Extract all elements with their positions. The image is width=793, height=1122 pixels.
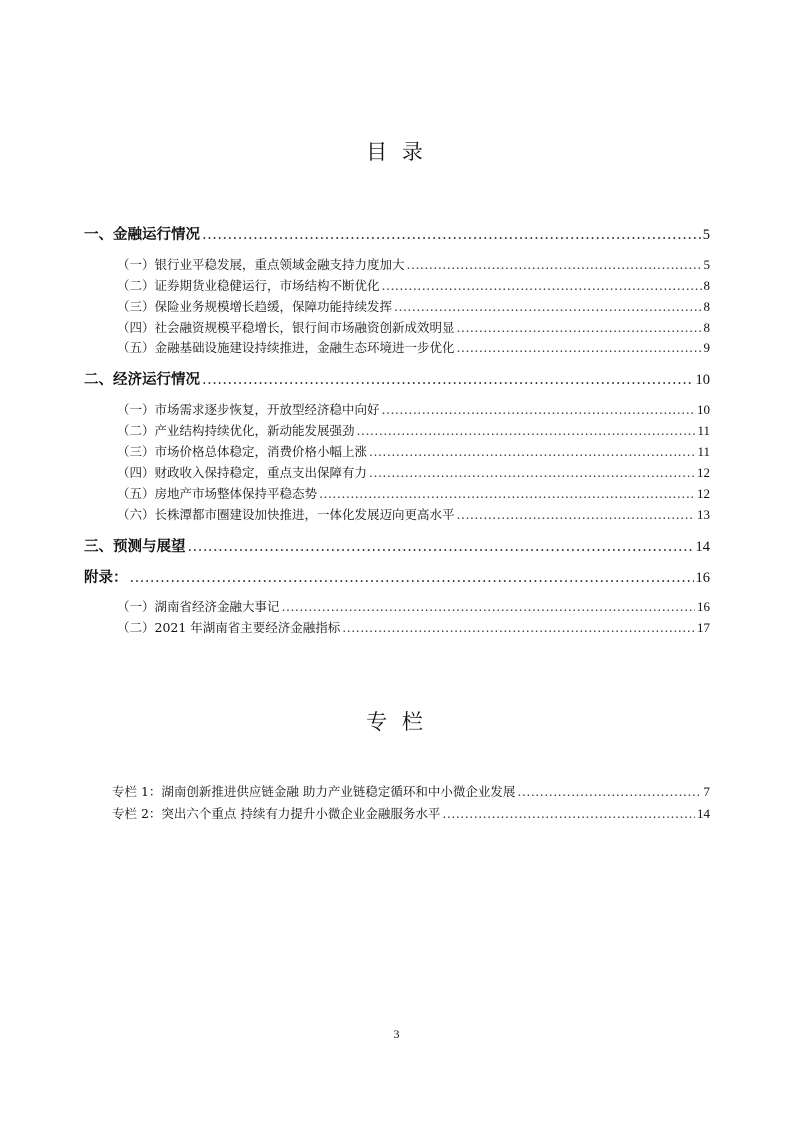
toc-entry[interactable] [84,566,710,587]
toc-entry-page: 10 [697,402,710,417]
dot-leader [202,372,694,388]
column-entry[interactable] [112,782,710,800]
column-entry[interactable] [112,804,710,822]
toc-entry-page: 11 [697,444,710,459]
toc-entry-text: （五）金融基础设施建设持续推进，金融生态环境进一步优化 [117,340,455,355]
column-entry-text: 专栏 2：突出六个重点 持续有力提升小微企业金融服务水平 [112,806,441,821]
dot-leader [357,423,696,438]
toc-entry-page: 5 [702,227,710,243]
dot-leader [442,806,695,821]
dot-leader [369,444,695,459]
dot-leader [407,257,702,272]
column-entry-text: 专栏 1：湖南创新推进供应链金融 助力产业链稳定循环和中小微企业发展 [112,784,516,799]
toc-entry-text: （一）湖南省经济金融大事记 [117,599,280,614]
toc-entry-page: 11 [697,423,710,438]
toc-entry[interactable] [117,400,710,418]
dot-leader [517,784,701,799]
toc-entry-text: （二）2021 年湖南省主要经济金融指标 [117,620,341,635]
toc-entry-page: 13 [697,507,710,522]
toc-entry[interactable] [117,318,710,336]
toc-entry-text: （一）银行业平稳发展，重点领域金融支持力度加大 [117,257,405,272]
toc-entry-page: 9 [703,340,710,355]
toc-entry[interactable] [117,484,710,502]
toc-entry[interactable] [117,505,710,523]
toc-entry-text: （五）房地产市场整体保持平稳态势 [117,486,318,501]
toc-entry-text: （三）保险业务规模增长趋缓，保障功能持续发挥 [117,299,393,314]
dot-leader [457,340,702,355]
toc-entry-page: 12 [697,465,710,480]
dot-leader [319,486,695,501]
dot-leader [202,227,701,243]
dot-leader [394,299,701,314]
toc-entry-text: （四）财政收入保持稳定，重点支出保障有力 [117,465,368,480]
dot-leader [457,320,702,335]
toc-entry-page: 8 [703,278,710,293]
toc-entry-page: 8 [703,320,710,335]
toc-entry[interactable] [117,255,710,273]
toc-entry-text: 二、经济运行情况 [84,372,200,388]
toc-entry-text: （四）社会融资规模平稳增长，银行间市场融资创新成效明显 [117,320,455,335]
dot-leader [282,599,695,614]
toc-entry[interactable] [84,535,710,556]
toc-entry-page: 8 [703,299,710,314]
dot-leader [188,539,694,555]
dot-leader [130,570,694,586]
toc-entry-page: 5 [703,257,710,272]
toc-entry[interactable] [117,421,710,439]
toc-entry-page: 17 [697,620,710,635]
dot-leader [382,402,695,417]
toc-entry-page: 12 [697,486,710,501]
toc-entry-page: 14 [695,539,710,555]
toc-entry[interactable] [117,276,710,294]
toc-entry-page: 16 [697,599,710,614]
toc-entry-text: 附录： [84,570,128,586]
column-entry-page: 7 [703,784,710,799]
toc-entry[interactable] [84,368,710,389]
toc-entry-text: （二）产业结构持续优化，新动能发展强劲 [117,423,355,438]
toc-entry-page: 10 [695,372,710,388]
toc-entry-text: （二）证券期货业稳健运行，市场结构不断优化 [117,278,380,293]
dot-leader [369,465,695,480]
page-number: 3 [393,1027,400,1041]
toc-entry[interactable] [117,338,710,356]
toc-entry-text: （六）长株潭都市圈建设加快推进，一体化发展迈向更高水平 [117,507,455,522]
toc-entry-text: 三、预测与展望 [84,539,186,555]
column-entry-page: 14 [697,806,710,821]
toc-entry[interactable] [84,223,710,244]
toc-entry[interactable] [117,618,710,636]
toc-entry[interactable] [117,597,710,615]
dot-leader [382,278,702,293]
toc-entry-page: 16 [695,570,710,586]
toc-title: 目 录 [366,140,427,164]
dot-leader [342,620,695,635]
toc-entry-text: （一）市场需求逐步恢复，开放型经济稳中向好 [117,402,380,417]
toc-entry-text: 一、金融运行情况 [84,227,200,243]
dot-leader [457,507,695,522]
toc-entry[interactable] [117,442,710,460]
toc-entry[interactable] [117,463,710,481]
column-section-title: 专 栏 [366,710,427,734]
toc-entry-text: （三）市场价格总体稳定，消费价格小幅上涨 [117,444,368,459]
toc-entry[interactable] [117,297,710,315]
